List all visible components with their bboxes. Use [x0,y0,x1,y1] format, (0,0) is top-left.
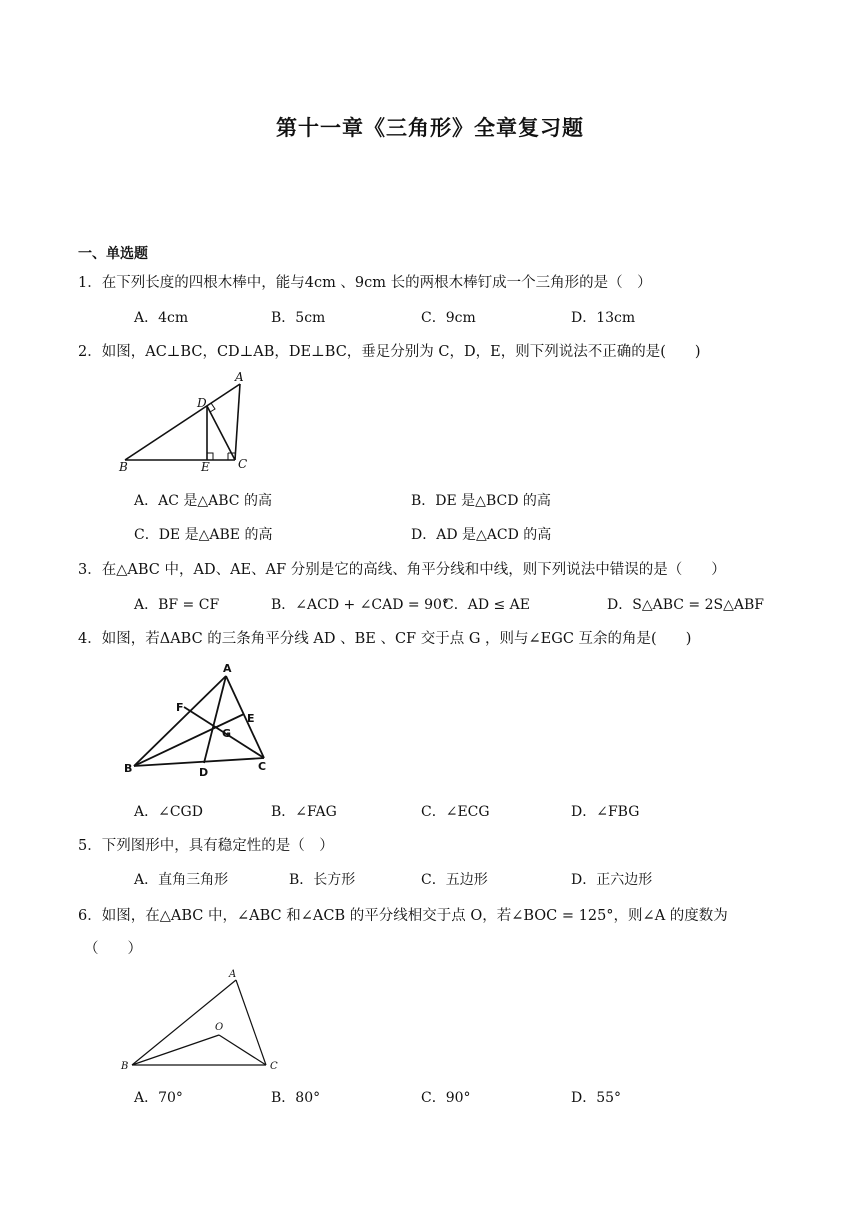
q3-option-b: B．∠ACD + ∠CAD = 90° [271,597,449,613]
q2-label-e: E [201,460,210,474]
q4-option-b: B．∠FAG [271,804,337,820]
q2-label-a: A [235,370,244,384]
q6-option-b: B．80° [271,1090,321,1106]
q3-option-a: A．BF = CF [134,597,220,613]
q4-label-b: B [124,762,133,775]
q6-option-c: C．90° [421,1090,471,1106]
q2-option-b: B．DE 是△BCD 的高 [411,493,551,509]
q6-label-c: C [270,1061,278,1072]
q5-option-c: C．五边形 [421,872,488,888]
q4-label-e: E [247,712,255,725]
q3-option-c: C．AD ≤ AE [443,597,531,613]
q3-option-d: D．S△ABC = 2S△ABF [607,597,764,613]
question-3-stem: 3．在△ABC 中，AD、AE、AF 分别是它的高线、角平分线和中线，则下列说法中错误的是（ ） [78,562,726,578]
q6-label-b: B [121,1061,129,1072]
q2-label-d: D [197,396,207,410]
q5-option-a: A．直角三角形 [134,872,229,888]
q5-option-b: B．长方形 [289,872,356,888]
q2-label-c: C [238,457,248,471]
question-5-stem: 5．下列图形中，具有稳定性的是（ ） [78,838,334,854]
q4-option-a: A．∠CGD [134,804,203,820]
q4-option-c: C．∠ECG [421,804,490,820]
q2-figure [115,370,265,475]
q5-option-d: D．正六边形 [571,872,653,888]
question-6-stem-cont: （ ） [84,941,142,957]
q6-option-a: A．70° [134,1090,183,1106]
q6-option-d: D．55° [571,1090,622,1106]
q4-figure [118,662,278,780]
q6-figure [118,965,288,1075]
q1-option-a: A．4cm [134,310,189,326]
q4-label-g: G [222,727,232,740]
q4-option-d: D．∠FBG [571,804,640,820]
q1-option-c: C．9cm [421,310,476,326]
section-heading: 一、单选题 [78,246,148,262]
q2-option-d: D．AD 是△ACD 的高 [411,527,552,543]
q4-label-d: D [199,766,209,779]
q4-label-c: C [258,760,267,773]
q4-label-a: A [223,662,232,675]
q2-option-a: A．AC 是△ABC 的高 [134,493,272,509]
q6-label-o: O [215,1022,224,1033]
question-2-stem: 2．如图，AC⊥BC，CD⊥AB，DE⊥BC，垂足分别为 C，D，E，则下列说法不正确的是( ) [78,344,701,360]
q1-option-d: D．13cm [571,310,636,326]
question-1-stem: 1．在下列长度的四根木棒中，能与4cm 、9cm 长的两根木棒钉成一个三角形的是（ ） [78,275,652,291]
q4-label-f: F [176,701,184,714]
q2-label-b: B [119,460,128,474]
question-4-stem: 4．如图，若ΔABC 的三条角平分线 AD 、BE 、CF 交于点 G ，则与∠EGC 互余的角是( ) [78,631,692,647]
page-title: 第十一章《三角形》全章复习题 [276,116,584,140]
q1-option-b: B．5cm [271,310,326,326]
question-6-stem: 6．如图，在△ABC 中，∠ABC 和∠ACB 的平分线相交于点 O，若∠BOC = 125°，则∠A 的度数为 [78,908,728,924]
q2-option-c: C．DE 是△ABE 的高 [134,527,273,543]
q6-label-a: A [229,969,237,980]
